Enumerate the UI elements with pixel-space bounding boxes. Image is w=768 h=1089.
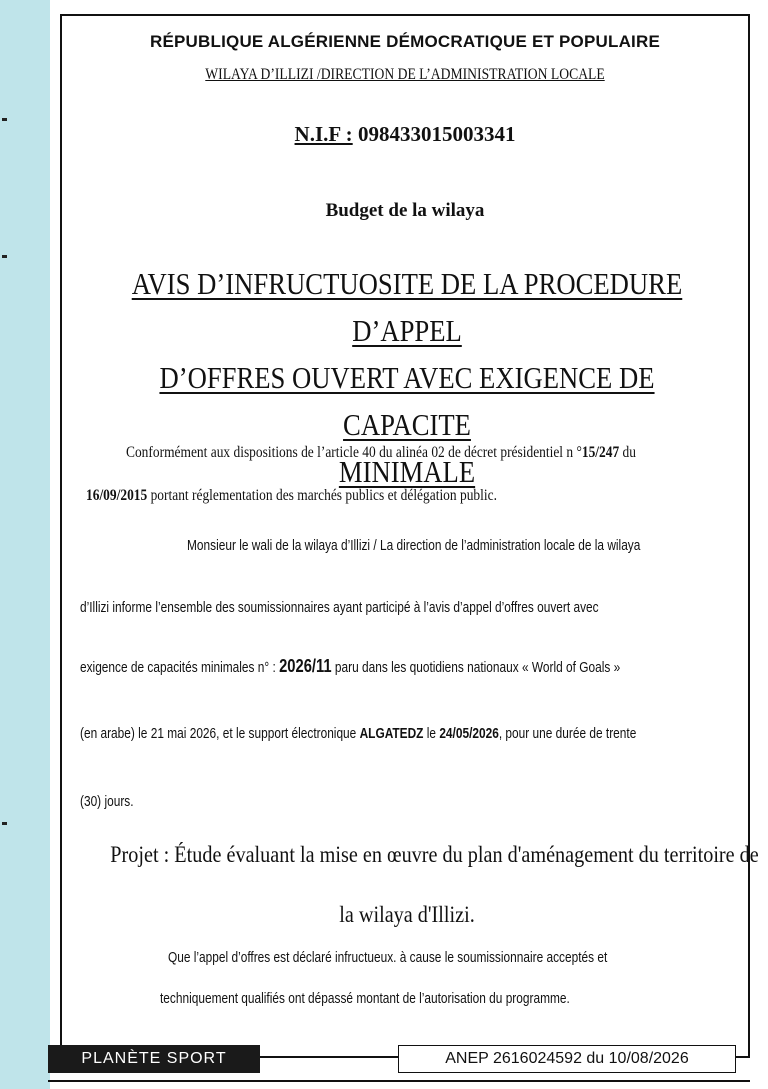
legal-basis-line-1: Conformément aux dispositions de l’article 40 du alinéa 02 de décret présidentiel n °15/247 du: [126, 444, 636, 461]
conclusion-line-1: Que l’appel d’offres est déclaré infructueux. à cause le soumissionnaire acceptés et: [168, 950, 608, 966]
title-line-2: D’OFFRES OUVERT AVEC EXIGENCE DE CAPACITE: [159, 360, 655, 442]
wilaya-direction-heading: WILAYA D’ILLIZI /DIRECTION DE L’ADMINISTRATION LOCALE: [205, 66, 605, 83]
edge-mark: [2, 822, 7, 825]
body-line-4: (en arabe) le 21 mai 2026, et le support électronique ALGATEDZ le 24/05/2026, pour une durée de trente: [80, 726, 637, 742]
support-date: 24/05/2026: [439, 726, 499, 742]
nif-value: 098433015003341: [357, 122, 516, 146]
tender-number: 2026/11: [279, 656, 332, 676]
notice-frame: [60, 14, 759, 1058]
legal-basis-line-2: 16/09/2015 portant réglementation des marchés publics et délégation public.: [86, 487, 497, 504]
nif-label: N.I.F :: [294, 122, 353, 146]
body-line-5: (30) jours.: [80, 794, 134, 810]
project-line-2: la wilaya d'Illizi.: [339, 902, 475, 928]
edge-mark: [2, 118, 7, 121]
budget-line: Budget de la wilaya: [325, 200, 485, 221]
title-line-3: MINIMALE: [338, 454, 476, 489]
body-line-2: d’Illizi informe l’ensemble des soumissionnaires ayant participé à l’avis d’appel d’offres ouvert avec: [80, 600, 599, 616]
project-line-1: Projet : Étude évaluant la mise en œuvre du plan d'aménagement du territoire de: [110, 842, 759, 868]
body-line-1: Monsieur le wali de la wilaya d’Illizi / La direction de l’administration locale de la wilaya: [187, 538, 641, 554]
support-name: ALGATEDZ: [359, 726, 424, 742]
body-line-3: exigence de capacités minimales n° : 2026/11 paru dans les quotidiens nationaux « World of Goals »: [80, 656, 621, 676]
nif-line: [62, 122, 748, 147]
decree-number: 15/247: [581, 444, 620, 461]
decree-date: 16/09/2015: [86, 487, 148, 504]
conclusion-line-2: techniquement qualifiés ont dépassé montant de l’autorisation du programme.: [160, 991, 570, 1007]
page-edge-strip: [0, 0, 50, 1089]
anep-reference-box: ANEP 2616024592 du 10/08/2026: [398, 1045, 736, 1073]
bottom-rule: [48, 1080, 750, 1082]
title-line-1: AVIS D’INFRUCTUOSITE DE LA PROCEDURE D’APPEL: [131, 266, 683, 348]
edge-mark: [2, 255, 7, 258]
republic-heading: RÉPUBLIQUE ALGÉRIENNE DÉMOCRATIQUE ET POPULAIRE: [150, 32, 660, 51]
publication-badge: PLANÈTE SPORT: [48, 1045, 260, 1073]
